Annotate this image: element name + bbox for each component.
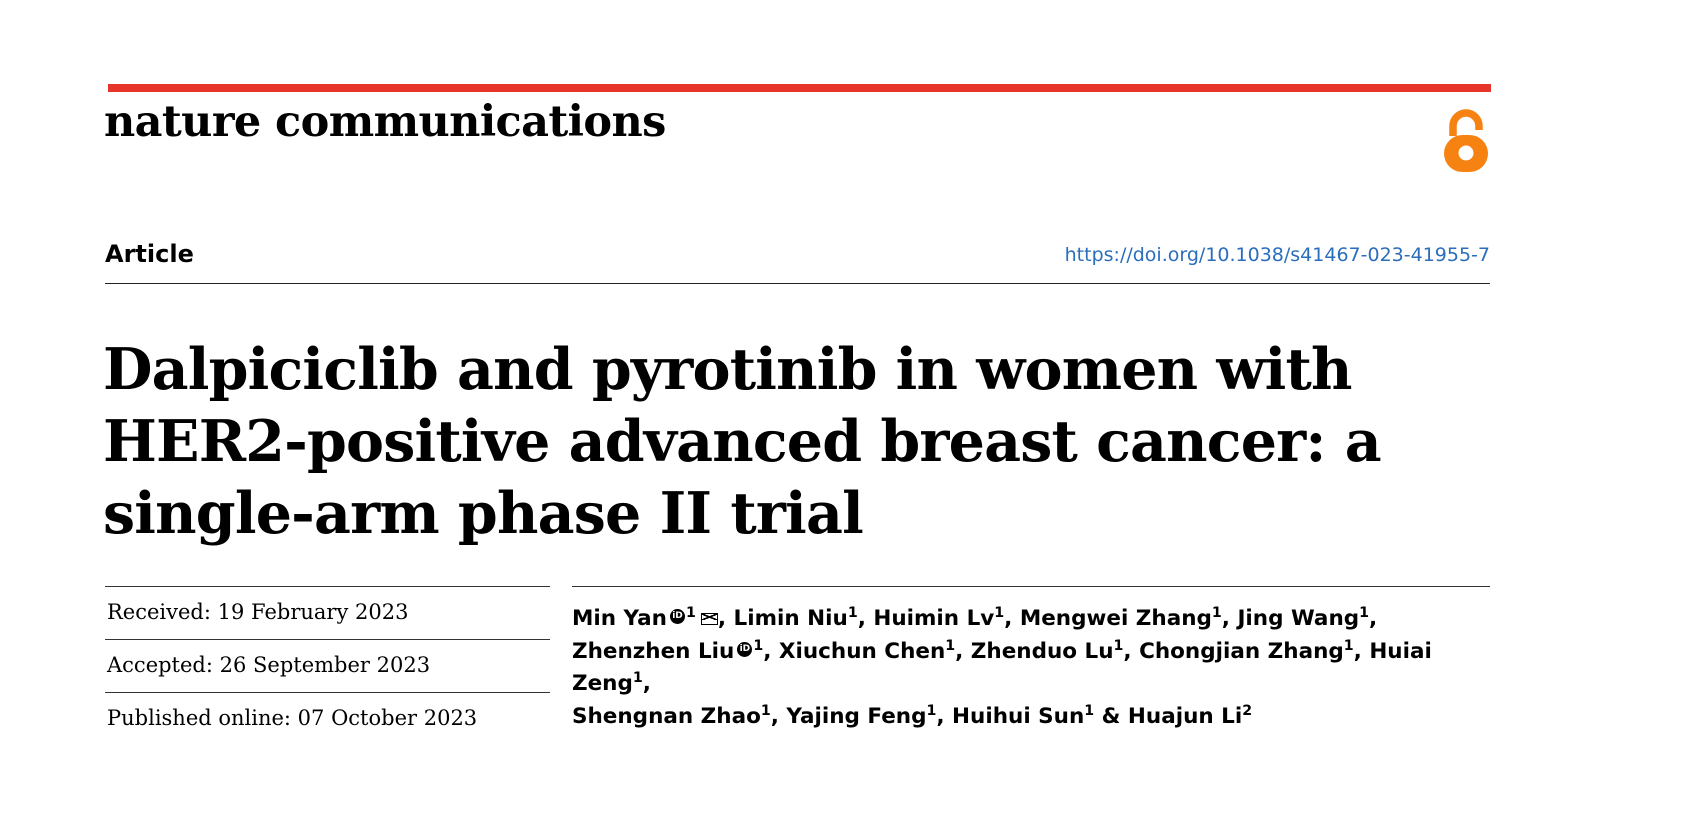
author-name[interactable]: Zhenzhen Liu [572,638,735,664]
author-affiliation-marker: 1 [1084,702,1095,719]
author-list [572,586,1490,734]
author-separator: , [936,704,953,730]
author-affiliation-marker: 1 [1359,604,1370,621]
author-name[interactable]: Limin Niu [733,606,848,631]
author-name[interactable]: Xiuchun Chen [778,638,946,664]
open-access-icon [1439,106,1493,174]
page-title: Dalpiciclib and pyrotinib in women with HER2-positive advanced breast cancer: a single-arm phase II trial [103,336,1381,547]
published-online-date: Published online: 07 October 2023 [107,706,478,731]
author-affiliation-marker: 1 [1113,637,1124,654]
author-name[interactable]: Min Yan [572,606,667,631]
author-affiliation-marker: 1 [926,702,937,719]
author-affiliation-marker: 1 [1343,637,1354,654]
author-separator: , [770,704,787,730]
author-separator: , [1221,606,1238,631]
author-name[interactable]: Chongjian Zhang [1139,638,1344,664]
author-affiliation-marker: 1 [945,637,956,654]
orcid-icon[interactable] [737,642,752,657]
author-affiliation-marker: 2 [1242,702,1253,719]
journal-accent-rule [108,84,1491,92]
author-separator: , [1369,606,1378,631]
author-name[interactable]: Mengwei Zhang [1019,606,1212,631]
author-affiliation-marker: 1 [1211,604,1222,621]
author-affiliation-marker: 1 [685,604,696,621]
author-separator: , [717,606,734,631]
author-name[interactable]: Jing Wang [1237,606,1360,631]
author-affiliation-marker: 1 [760,702,771,719]
corresponding-author-envelope-icon[interactable] [701,613,718,625]
article-header-row [105,240,1490,284]
accepted-date: Accepted: 26 September 2023 [107,653,431,678]
author-affiliation-marker: 1 [847,604,858,621]
orcid-icon[interactable] [670,609,685,624]
author-name[interactable]: Huajun Li [1127,704,1243,730]
author-separator: , [763,638,779,664]
author-name[interactable]: Huimin Lv [873,606,995,631]
author-separator: , [955,638,971,664]
article-type-label: Article [105,240,194,268]
author-separator: , [1004,606,1020,631]
author-name[interactable]: Huiai Zeng [572,638,1432,697]
authors-text [572,587,1490,734]
received-date: Received: 19 February 2023 [107,600,409,624]
author-name[interactable]: Zhenduo Lu [970,638,1114,664]
author-separator: , [642,671,651,697]
author-separator: & [1094,704,1128,730]
author-separator: , [1123,638,1140,664]
author-affiliation-marker: 1 [632,670,643,687]
author-separator: , [857,606,874,631]
author-name[interactable]: Shengnan Zhao [572,704,761,730]
author-affiliation-marker: 1 [994,604,1005,621]
author-name[interactable]: Huihui Sun [952,704,1085,730]
author-separator: , [1353,638,1370,664]
author-affiliation-marker: 1 [753,637,764,654]
journal-masthead: nature communications [104,97,666,147]
publication-history [105,586,550,746]
doi-link[interactable]: https://doi.org/10.1038/s41467-023-41955-7 [1064,244,1490,266]
header-divider [105,283,1490,284]
author-name[interactable]: Yajing Feng [786,704,927,730]
